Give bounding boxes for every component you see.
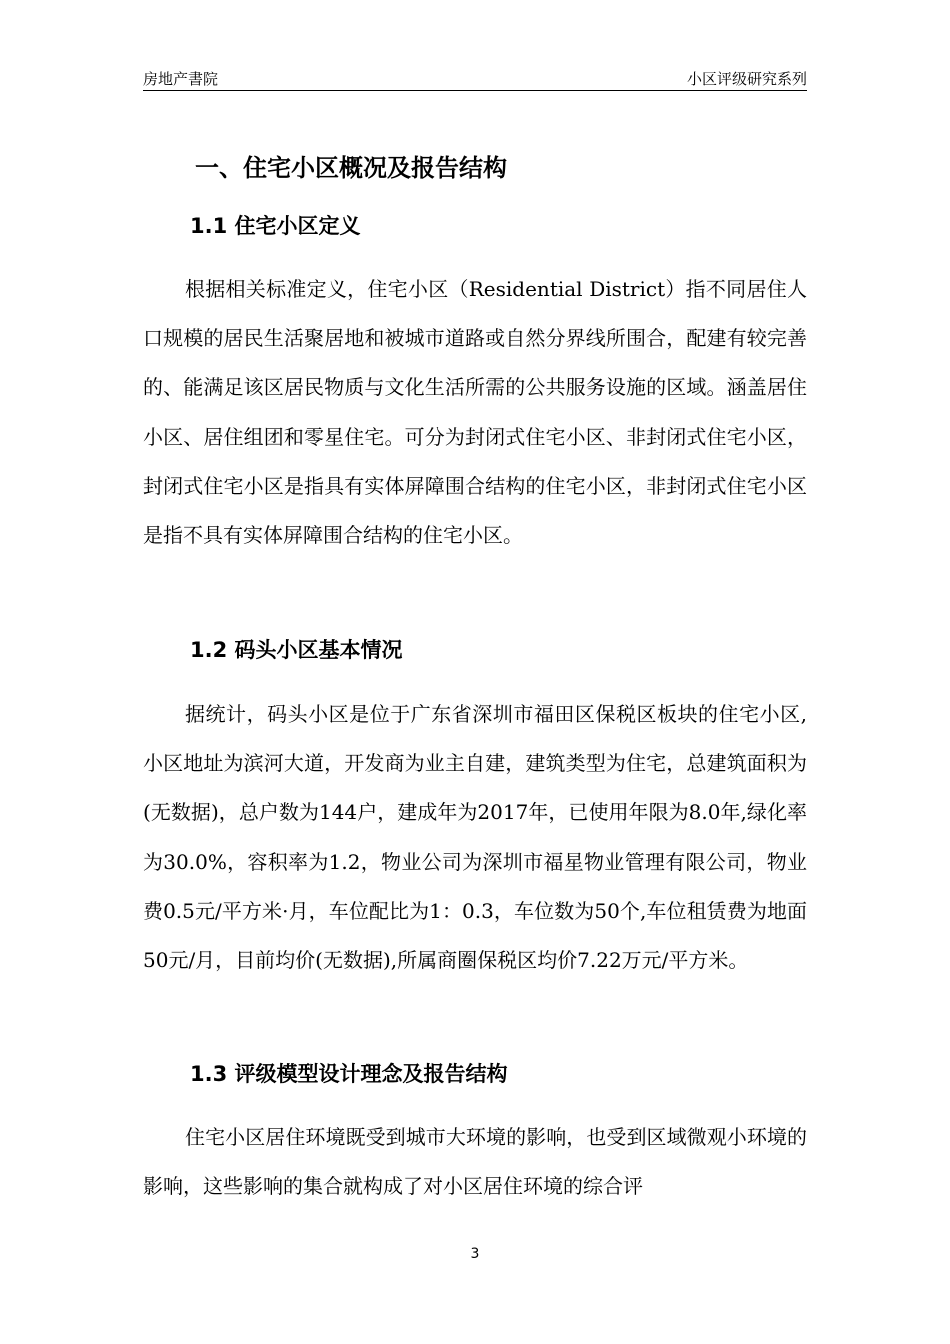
section-title: 一、住宅小区概况及报告结构 xyxy=(195,154,507,182)
page-header xyxy=(143,66,807,91)
subsection-title-1-3: 1.3 评级模型设计理念及报告结构 xyxy=(190,1062,508,1086)
paragraph-definition: 根据相关标准定义，住宅小区（Residential District）指不同居住人口规模的居民生活聚居地和被城市道路或自然分界线所围合，配建有较完善的、能满足该区居民物质与文化生活所需的公共服务设施的区域。涵盖居住小区、居住组团和零星住宅。可分为封闭式住宅小区、非封闭式住宅小区，封闭式住宅小区是指具有实体屏障围合结构的住宅小区，非封闭式住宅小区是指不具有实体屏障围合结构的住宅小区。 xyxy=(143,277,807,548)
subsection-title-1-1: 1.1 住宅小区定义 xyxy=(190,214,361,238)
paragraph-model-design: 住宅小区居住环境既受到城市大环境的影响，也受到区域微观小环境的影响，这些影响的集合就构成了对小区居住环境的综合评 xyxy=(143,1125,807,1199)
subsection-title-1-2: 1.2 码头小区基本情况 xyxy=(190,638,403,662)
page-number: 3 xyxy=(470,1246,480,1262)
header-series: 小区评级研究系列 xyxy=(686,70,807,88)
header-publisher: 房地产書院 xyxy=(143,70,219,88)
paragraph-basic-info: 据统计，码头小区是位于广东省深圳市福田区保税区板块的住宅小区,小区地址为滨河大道，开发商为业主自建，建筑类型为住宅，总建筑面积为(无数据)，总户数为144户，建成年为2017年，已使用年限为8.0年,绿化率为30.0%，容积率为1.2，物业公司为深圳市福星物业管理有限公司，物业费0.5元/平方米·月，车位配比为1：0.3，车位数为50个,车位租赁费为地面50元/月，目前均价(无数据),所属商圈保税区均价7.22万元/平方米。 xyxy=(143,702,807,973)
